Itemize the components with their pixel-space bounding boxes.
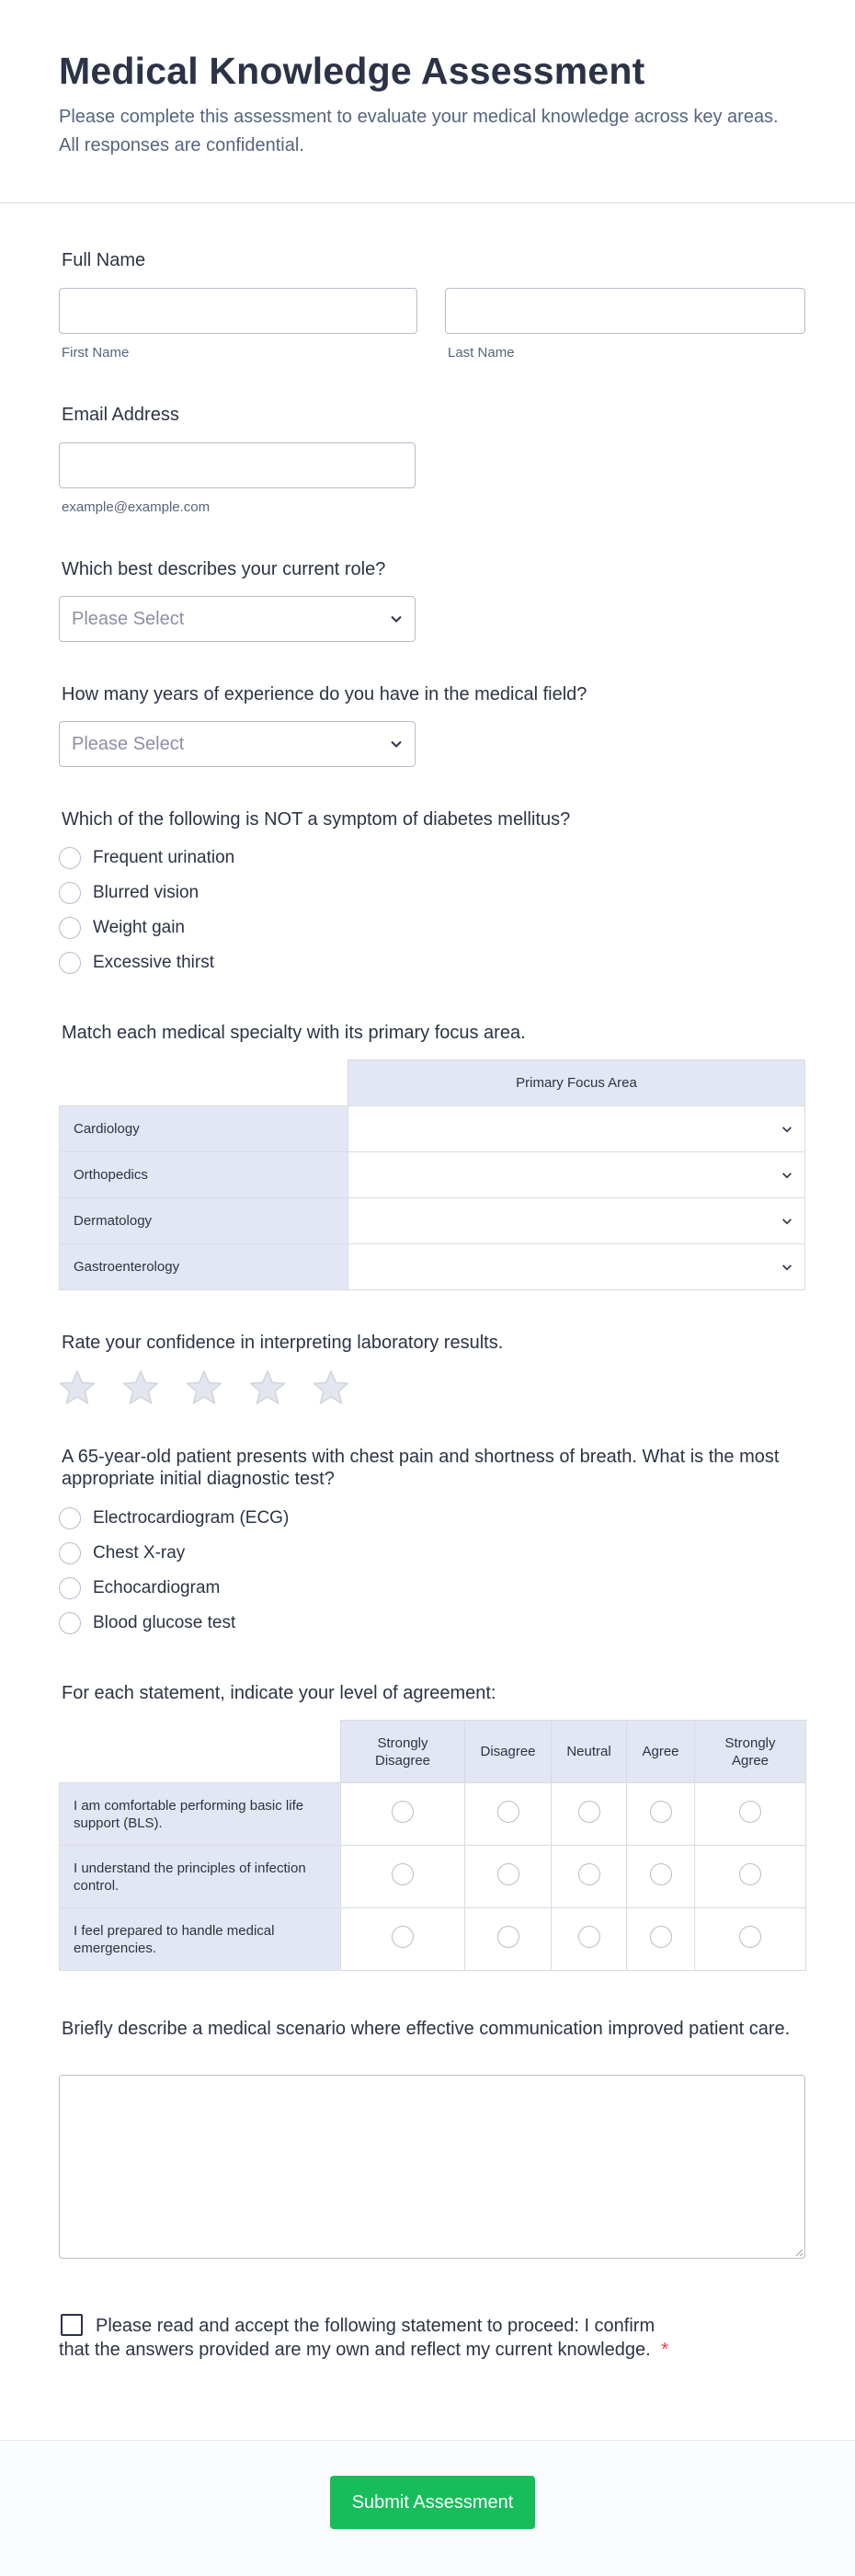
agreement-question: [59, 1681, 805, 1975]
agreement-cell[interactable]: [341, 1846, 465, 1908]
consent-text-line2: that the answers provided are my own and reflect my current knowledge.: [59, 2340, 651, 2360]
radio-button[interactable]: [497, 1801, 519, 1823]
first-name-input[interactable]: [59, 288, 417, 334]
agreement-cell[interactable]: [465, 1908, 552, 1971]
radio-button[interactable]: [59, 1542, 81, 1564]
experience-select[interactable]: [59, 721, 416, 767]
radio-button[interactable]: [59, 882, 81, 904]
agreement-cell[interactable]: [341, 1908, 465, 1971]
matrix-row-header: Cardiology: [60, 1106, 348, 1152]
agreement-cell[interactable]: [465, 1783, 552, 1846]
specialty-question: [59, 1021, 805, 1297]
submit-button[interactable]: Submit Assessment: [330, 2476, 535, 2529]
radio-button[interactable]: [59, 1577, 81, 1599]
agreement-cell[interactable]: [552, 1783, 627, 1846]
agreement-cell[interactable]: [695, 1846, 806, 1908]
agreement-cell[interactable]: [695, 1783, 806, 1846]
chest-pain-option[interactable]: [59, 1609, 235, 1637]
chevron-down-icon: [781, 1261, 793, 1274]
matrix-row-header: I feel prepared to handle medical emergencies.: [60, 1908, 341, 1971]
diabetes-question: [59, 807, 805, 982]
page-title: Medical Knowledge Assessment: [59, 50, 645, 92]
full-name-question: [59, 248, 805, 368]
agreement-cell[interactable]: [465, 1846, 552, 1908]
option-label: Blurred vision: [93, 883, 200, 902]
experience-select-value: Please Select: [72, 734, 185, 754]
chevron-down-icon: [389, 737, 404, 751]
chest-pain-option[interactable]: [59, 1505, 289, 1532]
diabetes-option[interactable]: [59, 949, 214, 977]
agreement-cell[interactable]: [627, 1908, 695, 1971]
radio-button[interactable]: [650, 1801, 672, 1823]
radio-button[interactable]: [392, 1926, 414, 1948]
matrix-row-header: Gastroenterology: [60, 1244, 348, 1290]
specialty-dropdown[interactable]: [348, 1106, 805, 1152]
radio-button[interactable]: [59, 1507, 81, 1529]
agreement-cell[interactable]: [552, 1846, 627, 1908]
matrix-row-header: Orthopedics: [60, 1152, 348, 1198]
agreement-cell[interactable]: [627, 1846, 695, 1908]
confidence-question: [59, 1331, 805, 1414]
diabetes-label: Which of the following is NOT a symptom of diabetes mellitus?: [62, 809, 571, 830]
matrix-column-header: Primary Focus Area: [348, 1060, 805, 1106]
radio-button[interactable]: [578, 1926, 600, 1948]
consent-checkbox[interactable]: [61, 2314, 83, 2336]
star-icon[interactable]: [249, 1369, 286, 1406]
chevron-down-icon: [781, 1123, 793, 1136]
radio-button[interactable]: [650, 1863, 672, 1885]
email-question: [59, 403, 805, 522]
chevron-down-icon: [389, 612, 404, 626]
star-icon[interactable]: [313, 1369, 349, 1406]
role-question: [59, 557, 805, 649]
option-label: Echocardiogram: [93, 1578, 221, 1597]
matrix-corner: [60, 1060, 348, 1106]
agreement-label: For each statement, indicate your level of agreement:: [62, 1683, 496, 1703]
specialty-dropdown[interactable]: [348, 1152, 805, 1198]
confidence-label: Rate your confidence in interpreting laboratory results.: [62, 1333, 504, 1353]
last-name-sublabel: Last Name: [448, 345, 515, 361]
chest-pain-label: A 65-year-old patient presents with chest pain and shortness of breath. What is the most appropriate initial diagnostic test?: [62, 1447, 780, 1489]
radio-button[interactable]: [739, 1863, 761, 1885]
role-select-value: Please Select: [72, 609, 185, 629]
matrix-column-header: Disagree: [465, 1721, 552, 1783]
consent-line2-wrap: [59, 2338, 668, 2362]
resize-handle-icon[interactable]: [794, 2248, 804, 2257]
first-name-sublabel: First Name: [62, 345, 130, 361]
radio-button[interactable]: [578, 1801, 600, 1823]
email-label: Email Address: [62, 405, 179, 425]
diabetes-option[interactable]: [59, 879, 199, 907]
chest-pain-question: [59, 1446, 805, 1639]
option-label: Weight gain: [93, 918, 185, 937]
agreement-cell[interactable]: [695, 1908, 806, 1971]
form-header: [0, 0, 855, 203]
last-name-input[interactable]: [445, 288, 805, 334]
matrix-corner: [60, 1721, 341, 1783]
star-icon[interactable]: [186, 1369, 222, 1406]
matrix-column-header: Strongly Disagree: [341, 1721, 465, 1783]
radio-button[interactable]: [59, 952, 81, 974]
radio-button[interactable]: [392, 1801, 414, 1823]
matrix-row-header: I am comfortable performing basic life support (BLS).: [60, 1783, 341, 1846]
email-input[interactable]: [59, 442, 416, 488]
radio-button[interactable]: [497, 1926, 519, 1948]
experience-label: How many years of experience do you have in the medical field?: [62, 684, 587, 704]
role-select[interactable]: [59, 596, 416, 642]
star-rating: [59, 1369, 427, 1410]
diabetes-option[interactable]: [59, 844, 234, 872]
chevron-down-icon: [781, 1215, 793, 1228]
radio-button[interactable]: [497, 1863, 519, 1885]
role-label: Which best describes your current role?: [62, 559, 386, 579]
agreement-matrix: [59, 1720, 806, 1971]
agreement-cell[interactable]: [552, 1908, 627, 1971]
required-mark: *: [661, 2340, 669, 2360]
radio-button[interactable]: [739, 1801, 761, 1823]
consent-text-line1: Please read and accept the following statement to proceed: I confirm: [96, 2316, 656, 2336]
matrix-column-header: Strongly Agree: [695, 1721, 806, 1783]
option-label: Excessive thirst: [93, 953, 214, 972]
radio-button[interactable]: [739, 1926, 761, 1948]
specialty-matrix: [59, 1059, 805, 1290]
option-label: Chest X-ray: [93, 1543, 186, 1563]
option-label: Blood glucose test: [93, 1613, 236, 1632]
agreement-cell[interactable]: [341, 1783, 465, 1846]
email-sublabel: example@example.com: [62, 499, 211, 515]
radio-button[interactable]: [59, 1612, 81, 1634]
option-label: Frequent urination: [93, 848, 235, 867]
chevron-down-icon: [781, 1169, 793, 1182]
specialty-dropdown[interactable]: [348, 1244, 805, 1290]
radio-button[interactable]: [578, 1863, 600, 1885]
radio-button[interactable]: [392, 1863, 414, 1885]
star-icon[interactable]: [59, 1369, 96, 1406]
matrix-column-header: Neutral: [552, 1721, 627, 1783]
chest-pain-option[interactable]: [59, 1574, 220, 1602]
matrix-column-header: Agree: [627, 1721, 695, 1783]
scenario-question: [59, 2018, 805, 2266]
option-label: Electrocardiogram (ECG): [93, 1508, 290, 1528]
experience-question: [59, 682, 805, 774]
diabetes-option[interactable]: [59, 914, 185, 942]
full-name-label: Full Name: [62, 250, 146, 270]
matrix-row-header: Dermatology: [60, 1198, 348, 1244]
specialty-label: Match each medical specialty with its primary focus area.: [62, 1023, 526, 1043]
radio-button[interactable]: [59, 917, 81, 939]
specialty-dropdown[interactable]: [348, 1198, 805, 1244]
consent-question: [59, 2314, 805, 2369]
page-subtitle: Please complete this assessment to evaluate your medical knowledge across key areas. All responses are confidential.: [59, 107, 779, 155]
radio-button[interactable]: [650, 1926, 672, 1948]
form-footer: [0, 2440, 855, 2576]
scenario-label: Briefly describe a medical scenario where effective communication improved patient care.: [62, 2019, 791, 2039]
matrix-row-header: I understand the principles of infection control.: [60, 1846, 341, 1908]
scenario-textarea[interactable]: [59, 2075, 805, 2259]
star-icon[interactable]: [122, 1369, 159, 1406]
radio-button[interactable]: [59, 847, 81, 869]
chest-pain-option[interactable]: [59, 1540, 185, 1567]
agreement-cell[interactable]: [627, 1783, 695, 1846]
